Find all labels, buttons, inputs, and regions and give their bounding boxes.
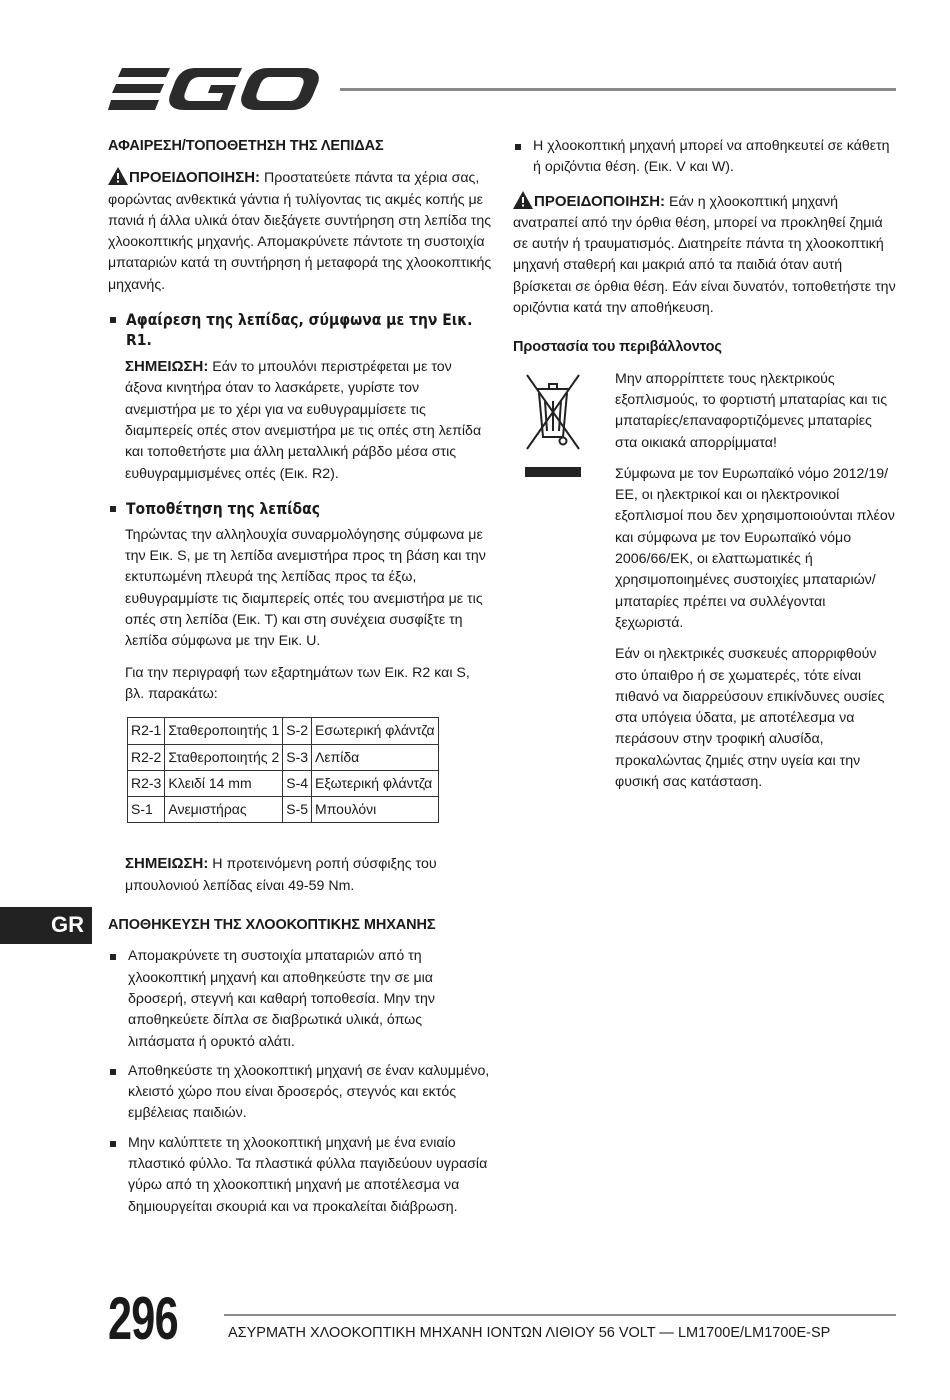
table-cell: Κλειδί 14 mm: [165, 770, 283, 796]
warning-paragraph: [108, 167, 492, 296]
table-cell: S-4: [283, 770, 312, 796]
table-cell: S-5: [283, 797, 312, 823]
warning-text: Προστατεύετε πάντα τα χέρια σας, φορώντας ανθεκτικά γάντια ή τυλίγοντας τις ακμές κοπής με πανιά ή άλλα υλικά όταν διεξάγετε συντήρηση στη λεπίδα της χλοοκοπτικής μηχανής. Απομακρύνετε πάντοτε τη συστοιχία μπαταριών κατά τη συντήρηση ή μεταφορά της χλοοκοπτικής μηχανής.: [108, 170, 492, 293]
note-text: Εάν το μπουλόνι περιστρέφεται με τον άξονα κινητήρα όταν το λασκάρετε, γυρίστε τον ανεμιστήρα με το χέρι για να ευθυγραμμίσετε τις διαμπερείς οπές στον ανεμιστήρα με τις οπές στη λεπίδα και τοποθετήστε μια άλλη μεταλλική ράβδο μέσα στις ευθυγραμμισμένες οπές (Εικ. R2).: [125, 359, 482, 482]
table-cell: R2-1: [128, 718, 165, 744]
table-cell: R2-2: [128, 744, 165, 770]
parts-table: [127, 717, 439, 823]
page-number: 296: [108, 1285, 178, 1352]
environment-paragraph: Εάν οι ηλεκτρικές συσκευές απορριφθούν στο ύπαιθρο ή σε χωματερές, τότε είναι πιθανό να διαρρεύσουν επικίνδυνες ουσίες στα υπόγεια ύδατα, με αποτέλεσμα να περάσουν στην τροφική αλυσίδα, προκαλώντας ζημιές στην υγεία και την φυσική σας κατάσταση.: [615, 646, 885, 791]
install-text: Τηρώντας την αλληλουχία συναρμολόγησης σύμφωνα με την Εικ. S, με τη λεπίδα ανεμιστήρα προς τη βάση και την εκτυπωμένη πλευρά της λεπίδας προς τα έξω, ευθυγραμμίστε τις διαμπερείς οπές του ανεμιστήρα με τις οπές στη λεπίδα (Εικ. T) και στη συνέχεια συσφίξτε τη λεπίδα σύμφωνα με την Εικ. U.: [125, 526, 486, 650]
language-tab: GR: [0, 907, 92, 944]
section-heading-environment: Προστασία του περιβάλλοντος: [513, 339, 722, 356]
list-item: Η χλοοκοπτική μηχανή μπορεί να αποθηκευτεί σε κάθετη ή οριζόντια θέση. (Εικ. V και W).: [513, 136, 897, 179]
environment-paragraph: Σύμφωνα με τον Ευρωπαϊκό νόμο 2012/19/ΕΕ, οι ηλεκτρικοί και οι ηλεκτρονικοί εξοπλισμοί που δεν χρησιμοποιούνται πλέον και σύμφωνα με τον Ευρωπαϊκό νόμο 2006/66/ΕΚ, οι ελαττωματικές ή χρησιμοποιημένες συστοιχίες μπαταριών/μπαταρίες πρέπει να συλλέγονται ξεχωριστά.: [615, 465, 895, 631]
table-cell: Ανεμιστήρας: [165, 797, 283, 823]
warning-paragraph: [513, 191, 897, 320]
list-item: Μην καλύπτετε τη χλοοκοπτική μηχανή με ένα ενιαίο πλαστικό φύλλο. Τα πλαστικά φύλλα παγιδεύουν υγρασία γύρω από τη χλοοκοπτική μηχανή με αποτέλεσμα να δημιουργείται σκουριά και να προκαλείται διάβρωση.: [108, 1133, 492, 1218]
environment-block: [513, 369, 897, 794]
table-cell: R2-3: [128, 770, 165, 796]
footer-rule: [224, 1314, 896, 1316]
table-cell: Εσωτερική φλάντζα: [312, 718, 439, 744]
subsection-remove-blade: Αφαίρεση της λεπίδας, σύμφωνα με την Εικ. R1.: [108, 310, 492, 350]
subsection-install-blade: Τοποθέτηση της λεπίδας: [108, 499, 492, 519]
ego-logo: [108, 64, 320, 114]
table-row: [128, 797, 439, 823]
footer-title: ΑΣΥΡΜΑΤΗ ΧΛΟΟΚΟΠΤΙΚΗ ΜΗΧΑΝΗ ΙΟΝΤΩΝ ΛΙΘΙΟΥ 56 VOLT — LM1700E/LM1700E-SP: [228, 1325, 831, 1341]
note-paragraph: [108, 356, 492, 485]
torque-note: [108, 853, 492, 897]
header-rule: [340, 88, 896, 91]
list-item: Αποθηκεύστε τη χλοοκοπτική μηχανή σε έναν καλυμμένο, κλειστό χώρο που είναι δροσερός, στεγνός και εκτός εμβέλειας παιδιών.: [108, 1061, 492, 1125]
note-text: Η προτεινόμενη ροπή σύσφιξης του μπουλονιού λεπίδας είναι 49-59 Nm.: [125, 856, 437, 894]
table-row: [128, 744, 439, 770]
table-cell: Σταθεροποιητής 2: [165, 744, 283, 770]
warning-label: ΠΡΟΕΙΔΟΠΟΙΗΣΗ:: [534, 192, 666, 210]
section-heading-storage: ΑΠΟΘΗΚΕΥΣΗ ΤΗΣ ΧΛΟΟΚΟΠΤΙΚΗΣ ΜΗΧΑΝΗΣ: [108, 917, 436, 934]
warning-label: ΠΡΟΕΙΔΟΠΟΙΗΣΗ:: [129, 169, 261, 187]
table-cell: Μπουλόνι: [312, 797, 439, 823]
table-cell: S-3: [283, 744, 312, 770]
section-heading-blade: ΑΦΑΙΡΕΣΗ/ΤΟΠΟΘΕΤΗΣΗ ΤΗΣ ΛΕΠΙΔΑΣ: [108, 138, 384, 154]
table-cell: Λεπίδα: [312, 744, 439, 770]
warning-triangle-icon: [513, 191, 533, 209]
right-column: [513, 136, 897, 803]
left-column: [108, 136, 492, 1226]
table-cell: S-1: [128, 797, 165, 823]
crossed-out-wheelie-bin-icon: [523, 371, 583, 477]
note-label: ΣΗΜΕΙΩΣΗ:: [125, 855, 209, 873]
parts-intro: Για την περιγραφή των εξαρτημάτων των Εικ. R2 και S, βλ. παρακάτω:: [125, 664, 470, 702]
table-cell: S-2: [283, 718, 312, 744]
environment-paragraph: Μην απορρίπτετε τους ηλεκτρικούς εξοπλισμούς, το φορτιστή μπαταρίας και τις μπαταρίες/επαναφορτιζόμενες μπαταρίες στα οικιακά απορρίμματα!: [615, 370, 888, 451]
table-row: [128, 718, 439, 744]
table-row: [128, 770, 439, 796]
table-cell: Σταθεροποιητής 1: [165, 718, 283, 744]
warning-text: Εάν η χλοοκοπτική μηχανή ανατραπεί από την όρθια θέση, μπορεί να προκληθεί ζημιά σε αυτήν ή τραυματισμός. Διατηρείτε πάντα τη χλοοκοπτική μηχανή σταθερή και μακριά από τα παιδιά όταν αυτή βρίσκεται σε όρθια θέση. Εάν είναι δυνατόν, τοποθετήστε την οριζόντια κατά την αποθήκευση.: [513, 193, 896, 317]
list-item: Απομακρύνετε τη συστοιχία μπαταριών από τη χλοοκοπτική μηχανή και αποθηκεύστε την σε μια δροσερή, στεγνή και καθαρή τοποθεσία. Μην την αποθηκεύετε δίπλα σε διαβρωτικά υλικά, όπως λιπάσματα ή ορυκτό αλάτι.: [108, 946, 492, 1052]
warning-triangle-icon: [108, 167, 128, 185]
note-label: ΣΗΜΕΙΩΣΗ:: [125, 358, 209, 376]
table-cell: Εξωτερική φλάντζα: [312, 770, 439, 796]
